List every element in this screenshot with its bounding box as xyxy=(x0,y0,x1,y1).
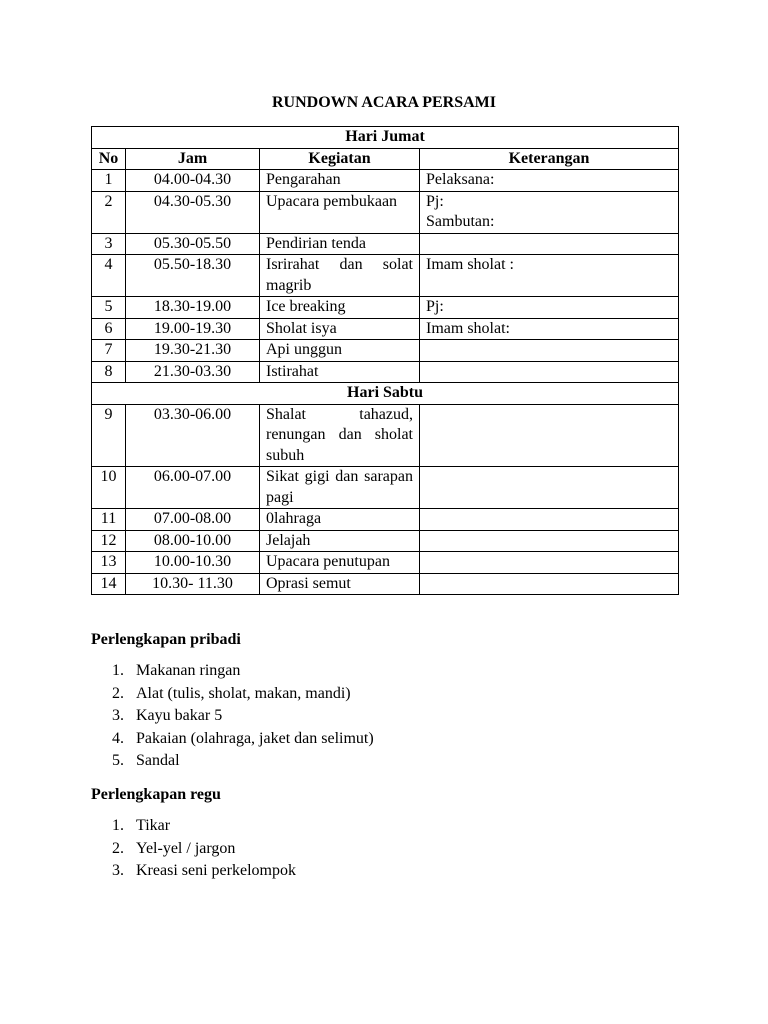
row-no: 14 xyxy=(92,573,126,595)
list-text: Yel-yel / jargon xyxy=(136,839,236,857)
day-header-row xyxy=(92,127,679,149)
day-header-row xyxy=(92,383,679,405)
list-number: 5. xyxy=(112,752,124,769)
header-kegiatan: Kegiatan xyxy=(260,148,420,170)
list-item xyxy=(108,838,296,861)
row-keterangan: Imam sholat: xyxy=(420,318,679,340)
row-kegiatan: Shalat tahazud, renungan dan sholat subuh xyxy=(260,404,420,467)
row-jam: 05.30-05.50 xyxy=(126,233,260,255)
list-number: 1. xyxy=(112,662,124,679)
table-row xyxy=(92,404,679,467)
list-number: 4. xyxy=(112,729,124,747)
list-text: Sandal xyxy=(136,752,180,769)
row-kegiatan: 0lahraga xyxy=(260,509,420,531)
list-item xyxy=(108,728,374,751)
row-no: 7 xyxy=(92,340,126,362)
row-kegiatan: Pendirian tenda xyxy=(260,233,420,255)
list-item xyxy=(108,860,296,883)
row-keterangan xyxy=(420,191,679,233)
row-keterangan xyxy=(420,530,679,552)
personal-equipment-list xyxy=(108,660,374,773)
row-kegiatan: Upacara pembukaan xyxy=(260,191,420,233)
row-jam: 04.00-04.30 xyxy=(126,170,260,192)
row-no: 3 xyxy=(92,233,126,255)
list-text: Alat (tulis, sholat, makan, mandi) xyxy=(136,684,351,702)
row-keterangan xyxy=(420,509,679,531)
row-jam: 19.30-21.30 xyxy=(126,340,260,362)
keterangan-line: Pj: xyxy=(426,192,444,210)
table-row xyxy=(92,340,679,362)
list-text: Kayu bakar 5 xyxy=(136,707,223,724)
list-text: Pakaian (olahraga, jaket dan selimut) xyxy=(136,729,374,747)
list-item xyxy=(108,660,374,683)
row-no: 11 xyxy=(92,509,126,531)
row-kegiatan: Ice breaking xyxy=(260,297,420,319)
table-row xyxy=(92,191,679,233)
row-no: 5 xyxy=(92,297,126,319)
row-kegiatan: Sholat isya xyxy=(260,318,420,340)
day-header-sabtu: Hari Sabtu xyxy=(92,383,679,405)
row-jam: 06.00-07.00 xyxy=(126,467,260,509)
rundown-table xyxy=(91,126,679,595)
row-jam: 05.50-18.30 xyxy=(126,255,260,297)
list-text: Kreasi seni perkelompok xyxy=(136,862,296,879)
row-no: 13 xyxy=(92,552,126,574)
row-kegiatan: Api unggun xyxy=(260,340,420,362)
list-item xyxy=(108,705,374,728)
row-kegiatan: Upacara penutupan xyxy=(260,552,420,574)
list-number: 3. xyxy=(112,707,124,724)
group-equipment-list xyxy=(108,815,296,883)
row-kegiatan: Istirahat xyxy=(260,361,420,383)
list-text: Makanan ringan xyxy=(136,662,241,679)
header-jam: Jam xyxy=(126,148,260,170)
row-jam: 21.30-03.30 xyxy=(126,361,260,383)
row-jam: 04.30-05.30 xyxy=(126,191,260,233)
row-no: 10 xyxy=(92,467,126,509)
row-kegiatan: Jelajah xyxy=(260,530,420,552)
row-no: 8 xyxy=(92,361,126,383)
table-row xyxy=(92,573,679,595)
table-row xyxy=(92,509,679,531)
table-row xyxy=(92,361,679,383)
row-no: 9 xyxy=(92,404,126,467)
row-jam: 10.30- 11.30 xyxy=(126,573,260,595)
row-kegiatan: Isrirahat dan solat magrib xyxy=(260,255,420,297)
table-row xyxy=(92,467,679,509)
list-number: 3. xyxy=(112,862,124,879)
list-text: Tikar xyxy=(136,817,171,834)
table-row xyxy=(92,552,679,574)
row-no: 6 xyxy=(92,318,126,340)
row-keterangan xyxy=(420,361,679,383)
row-jam: 07.00-08.00 xyxy=(126,509,260,531)
header-keterangan: Keterangan xyxy=(420,148,679,170)
column-header-row xyxy=(92,148,679,170)
row-jam: 08.00-10.00 xyxy=(126,530,260,552)
list-item xyxy=(108,750,374,773)
row-kegiatan: Sikat gigi dan sarapan pagi xyxy=(260,467,420,509)
list-number: 1. xyxy=(112,817,124,834)
personal-equipment-heading: Perlengkapan pribadi xyxy=(91,631,241,648)
table-row xyxy=(92,297,679,319)
keterangan-line: Sambutan: xyxy=(426,213,495,230)
row-keterangan xyxy=(420,552,679,574)
row-keterangan xyxy=(420,573,679,595)
row-keterangan xyxy=(420,404,679,467)
table-row xyxy=(92,255,679,297)
row-keterangan xyxy=(420,340,679,362)
row-no: 12 xyxy=(92,530,126,552)
row-no: 1 xyxy=(92,170,126,192)
group-equipment-heading: Perlengkapan regu xyxy=(91,786,221,803)
row-keterangan: Imam sholat : xyxy=(420,255,679,297)
row-keterangan: Pj: xyxy=(420,297,679,319)
row-no: 2 xyxy=(92,191,126,233)
row-no: 4 xyxy=(92,255,126,297)
table-row xyxy=(92,170,679,192)
document-title: RUNDOWN ACARA PERSAMI xyxy=(271,94,496,111)
table-row xyxy=(92,318,679,340)
row-jam: 03.30-06.00 xyxy=(126,404,260,467)
row-keterangan xyxy=(420,467,679,509)
list-number: 2. xyxy=(112,684,124,702)
row-jam: 19.00-19.30 xyxy=(126,318,260,340)
list-item xyxy=(108,815,296,838)
header-no: No xyxy=(92,148,126,170)
row-jam: 18.30-19.00 xyxy=(126,297,260,319)
row-jam: 10.00-10.30 xyxy=(126,552,260,574)
row-kegiatan: Oprasi semut xyxy=(260,573,420,595)
list-number: 2. xyxy=(112,839,124,857)
row-keterangan xyxy=(420,233,679,255)
day-header-jumat: Hari Jumat xyxy=(92,127,679,149)
row-kegiatan: Pengarahan xyxy=(260,170,420,192)
row-keterangan: Pelaksana: xyxy=(420,170,679,192)
table-row xyxy=(92,233,679,255)
table-row xyxy=(92,530,679,552)
list-item xyxy=(108,683,374,706)
